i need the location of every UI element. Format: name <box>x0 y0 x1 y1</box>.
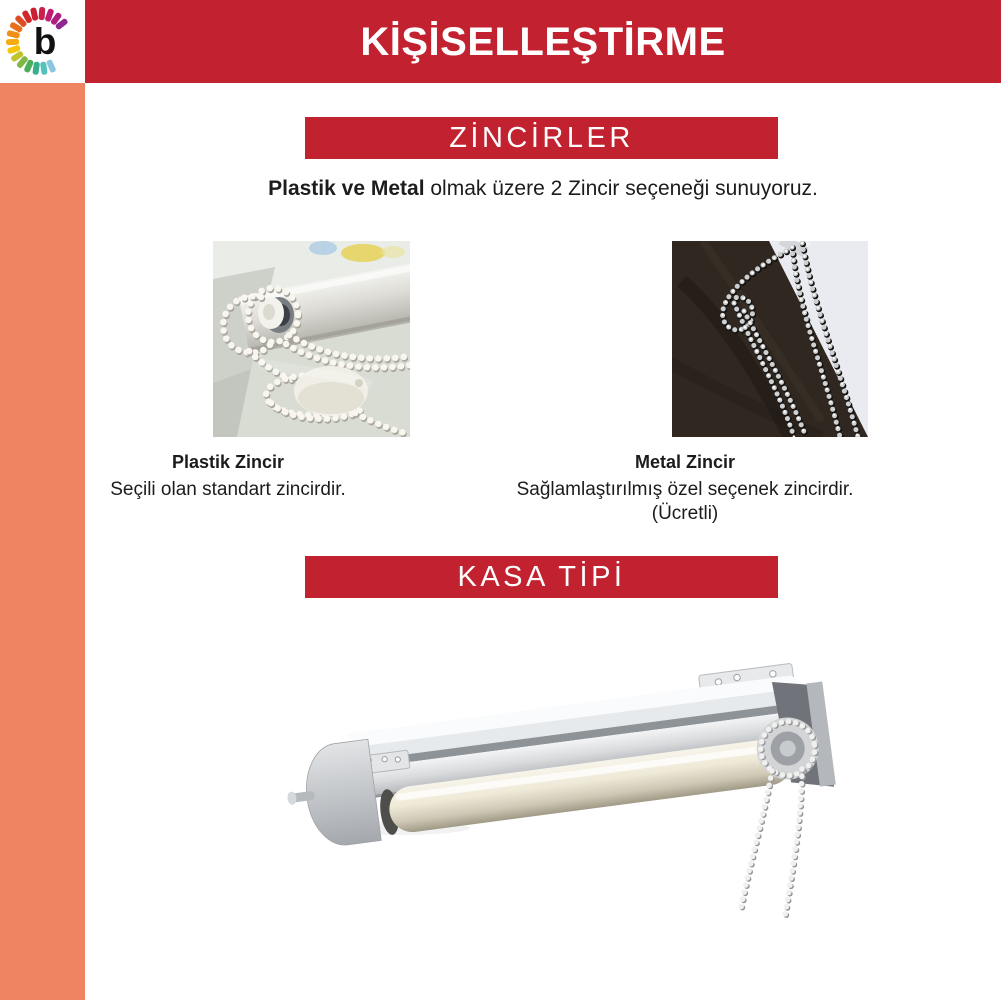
intro-text <box>85 176 1001 202</box>
metal-chain-illustration <box>672 241 868 437</box>
metal-chain-desc: Sağlamlaştırılmış özel seçenek zincirdir. <box>516 479 854 500</box>
metal-chain-photo <box>672 241 868 437</box>
plastic-chain-illustration <box>213 241 410 437</box>
metal-chain-title: Metal Zincir <box>634 452 736 472</box>
intro-rest-part: olmak üzere 2 Zincir seçeneği sunuyoruz. <box>424 177 818 200</box>
side-accent-strip <box>0 83 85 1000</box>
plastic-chain-caption <box>28 452 428 502</box>
section-banner-zincirler-label: ZİNCİRLER <box>449 121 634 154</box>
intro-bold-part: Plastik ve Metal <box>268 177 425 200</box>
plastic-chain-title: Plastik Zincir <box>171 452 285 472</box>
brand-logo-icon <box>0 0 85 83</box>
brand-logo-letter: b <box>33 21 57 62</box>
page-header <box>85 0 1001 83</box>
plastic-chain-desc: Seçili olan standart zincirdir. <box>110 479 346 500</box>
metal-chain-caption <box>485 452 885 526</box>
roller-mechanism-illustration <box>285 638 845 938</box>
section-banner-kasa-label: KASA TİPİ <box>457 560 626 593</box>
page-title: KİŞİSELLEŞTİRME <box>360 19 726 64</box>
brand-logo <box>0 0 85 83</box>
metal-chain-price-note: (Ücretli) <box>651 502 719 524</box>
section-banner-kasa <box>305 556 778 598</box>
roller-mechanism-image <box>285 638 845 938</box>
plastic-chain-photo <box>213 241 410 437</box>
section-banner-zincirler <box>305 117 778 159</box>
